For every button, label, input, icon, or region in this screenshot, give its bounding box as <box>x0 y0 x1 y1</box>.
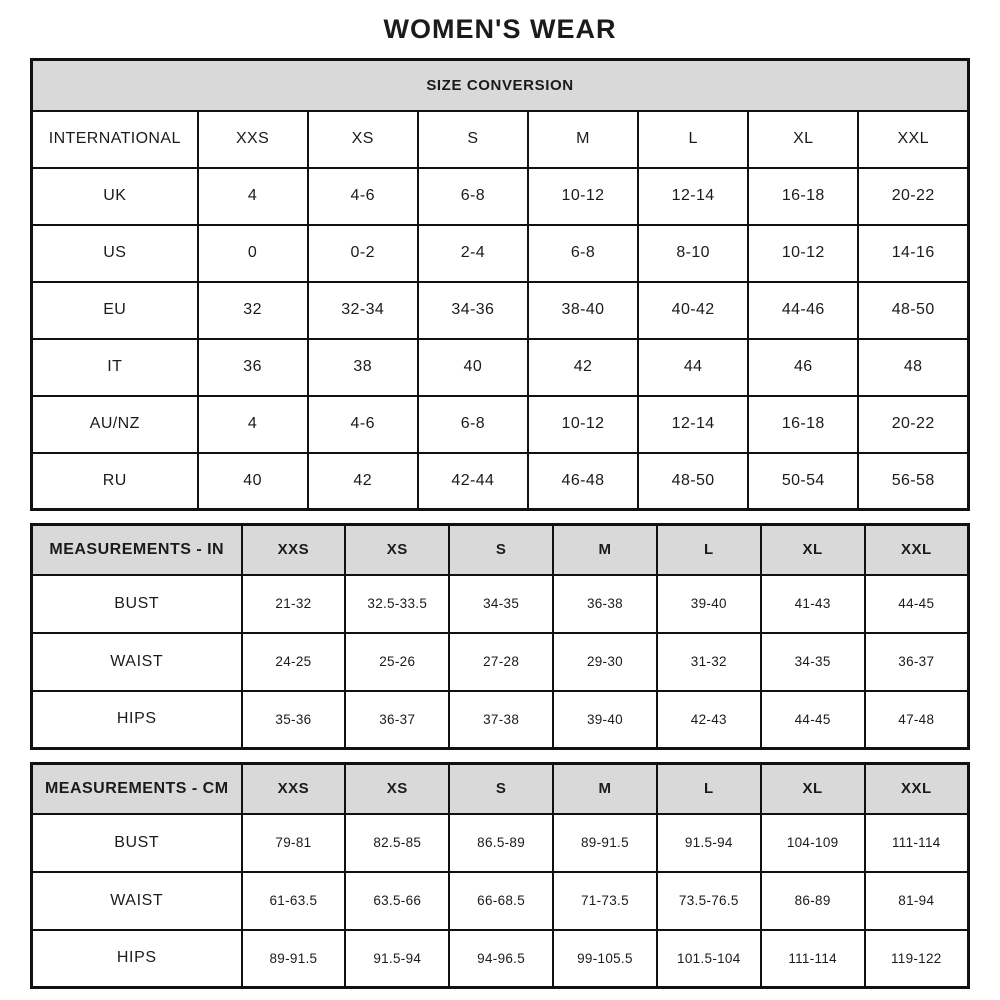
cell-value: 81-94 <box>865 872 969 930</box>
column-header: XXL <box>865 525 969 575</box>
column-header: S <box>449 525 553 575</box>
cell-value: 40 <box>418 339 528 396</box>
cell-value: 91.5-94 <box>345 930 449 988</box>
cell-value: 99-105.5 <box>553 930 657 988</box>
cell-value: 82.5-85 <box>345 814 449 872</box>
cell-value: 24-25 <box>242 633 346 691</box>
cell-value: 44-45 <box>761 691 865 749</box>
table-row <box>32 633 969 691</box>
table-banner-row <box>32 60 969 111</box>
cell-value: 21-32 <box>242 575 346 633</box>
cell-value: 35-36 <box>242 691 346 749</box>
table-row <box>32 453 969 510</box>
row-label: RU <box>32 453 198 510</box>
cell-value: 29-30 <box>553 633 657 691</box>
cell-value: 71-73.5 <box>553 872 657 930</box>
cell-value: 34-36 <box>418 282 528 339</box>
cell-value: 4 <box>198 168 308 225</box>
column-header: XL <box>761 764 865 814</box>
cell-value: 111-114 <box>865 814 969 872</box>
table-row <box>32 339 969 396</box>
cell-value: 48-50 <box>858 282 968 339</box>
cell-value: 10-12 <box>528 396 638 453</box>
row-label: INTERNATIONAL <box>32 111 198 168</box>
column-header: XXS <box>242 525 346 575</box>
cell-value: 37-38 <box>449 691 553 749</box>
cell-value: 61-63.5 <box>242 872 346 930</box>
cell-value: 50-54 <box>748 453 858 510</box>
cell-value: 6-8 <box>418 396 528 453</box>
cell-value: 91.5-94 <box>657 814 761 872</box>
cell-value: 101.5-104 <box>657 930 761 988</box>
table-row <box>32 930 969 988</box>
cell-value: 20-22 <box>858 168 968 225</box>
cell-value: 4-6 <box>308 396 418 453</box>
cell-value: 36-38 <box>553 575 657 633</box>
cell-value: 111-114 <box>761 930 865 988</box>
column-header: XS <box>345 764 449 814</box>
cell-value: 16-18 <box>748 168 858 225</box>
row-label: HIPS <box>32 691 242 749</box>
table-row <box>32 575 969 633</box>
column-header: XXS <box>242 764 346 814</box>
table-row <box>32 872 969 930</box>
cell-value: 42 <box>308 453 418 510</box>
cell-value: 32.5-33.5 <box>345 575 449 633</box>
row-label: HIPS <box>32 930 242 988</box>
cell-value: 0 <box>198 225 308 282</box>
cell-value: 63.5-66 <box>345 872 449 930</box>
row-label: BUST <box>32 814 242 872</box>
cell-value: 36-37 <box>345 691 449 749</box>
cell-value: 6-8 <box>418 168 528 225</box>
cell-value: 89-91.5 <box>242 930 346 988</box>
cell-value: 42 <box>528 339 638 396</box>
cell-value: 44 <box>638 339 748 396</box>
size-conversion-table <box>30 58 970 511</box>
column-header: M <box>553 764 657 814</box>
table-header-row <box>32 764 969 814</box>
size-conversion-title: SIZE CONVERSION <box>32 60 969 111</box>
cell-value: 12-14 <box>638 396 748 453</box>
measurements-in-table <box>30 523 970 750</box>
cell-value: XXL <box>858 111 968 168</box>
cell-value: 39-40 <box>657 575 761 633</box>
row-label: BUST <box>32 575 242 633</box>
cell-value: 89-91.5 <box>553 814 657 872</box>
cell-value: 20-22 <box>858 396 968 453</box>
cell-value: 4 <box>198 396 308 453</box>
table-row <box>32 814 969 872</box>
cell-value: 38 <box>308 339 418 396</box>
measurements-cm-title: MEASUREMENTS - CM <box>32 764 242 814</box>
cell-value: XXS <box>198 111 308 168</box>
cell-value: L <box>638 111 748 168</box>
cell-value: 46 <box>748 339 858 396</box>
row-label: UK <box>32 168 198 225</box>
cell-value: 16-18 <box>748 396 858 453</box>
cell-value: 42-43 <box>657 691 761 749</box>
cell-value: 79-81 <box>242 814 346 872</box>
cell-value: 0-2 <box>308 225 418 282</box>
measurements-in-title: MEASUREMENTS - IN <box>32 525 242 575</box>
cell-value: 14-16 <box>858 225 968 282</box>
row-label: IT <box>32 339 198 396</box>
cell-value: 41-43 <box>761 575 865 633</box>
cell-value: 42-44 <box>418 453 528 510</box>
cell-value: 119-122 <box>865 930 969 988</box>
cell-value: 66-68.5 <box>449 872 553 930</box>
row-label: US <box>32 225 198 282</box>
cell-value: 47-48 <box>865 691 969 749</box>
table-row <box>32 225 969 282</box>
cell-value: 73.5-76.5 <box>657 872 761 930</box>
cell-value: 104-109 <box>761 814 865 872</box>
cell-value: 8-10 <box>638 225 748 282</box>
cell-value: 48-50 <box>638 453 748 510</box>
cell-value: 32-34 <box>308 282 418 339</box>
cell-value: 40 <box>198 453 308 510</box>
cell-value: S <box>418 111 528 168</box>
page-title: WOMEN'S WEAR <box>383 14 617 44</box>
cell-value: 38-40 <box>528 282 638 339</box>
cell-value: 34-35 <box>449 575 553 633</box>
measurements-cm-table <box>30 762 970 989</box>
column-header: XXL <box>865 764 969 814</box>
cell-value: 44-45 <box>865 575 969 633</box>
cell-value: 12-14 <box>638 168 748 225</box>
table-row <box>32 168 969 225</box>
cell-value: 6-8 <box>528 225 638 282</box>
cell-value: XS <box>308 111 418 168</box>
table-row <box>32 396 969 453</box>
cell-value: 39-40 <box>553 691 657 749</box>
column-header: S <box>449 764 553 814</box>
row-label: WAIST <box>32 872 242 930</box>
column-header: XL <box>761 525 865 575</box>
row-label: WAIST <box>32 633 242 691</box>
table-header-row <box>32 525 969 575</box>
cell-value: 86.5-89 <box>449 814 553 872</box>
cell-value: 44-46 <box>748 282 858 339</box>
cell-value: 34-35 <box>761 633 865 691</box>
cell-value: 48 <box>858 339 968 396</box>
cell-value: 46-48 <box>528 453 638 510</box>
cell-value: M <box>528 111 638 168</box>
table-row <box>32 111 969 168</box>
cell-value: 94-96.5 <box>449 930 553 988</box>
cell-value: 4-6 <box>308 168 418 225</box>
cell-value: 36 <box>198 339 308 396</box>
cell-value: 31-32 <box>657 633 761 691</box>
column-header: L <box>657 764 761 814</box>
cell-value: 25-26 <box>345 633 449 691</box>
cell-value: 56-58 <box>858 453 968 510</box>
cell-value: XL <box>748 111 858 168</box>
cell-value: 86-89 <box>761 872 865 930</box>
cell-value: 10-12 <box>748 225 858 282</box>
cell-value: 10-12 <box>528 168 638 225</box>
cell-value: 27-28 <box>449 633 553 691</box>
column-header: XS <box>345 525 449 575</box>
cell-value: 32 <box>198 282 308 339</box>
row-label: AU/NZ <box>32 396 198 453</box>
column-header: M <box>553 525 657 575</box>
cell-value: 40-42 <box>638 282 748 339</box>
row-label: EU <box>32 282 198 339</box>
cell-value: 2-4 <box>418 225 528 282</box>
table-row <box>32 282 969 339</box>
table-row <box>32 691 969 749</box>
column-header: L <box>657 525 761 575</box>
cell-value: 36-37 <box>865 633 969 691</box>
